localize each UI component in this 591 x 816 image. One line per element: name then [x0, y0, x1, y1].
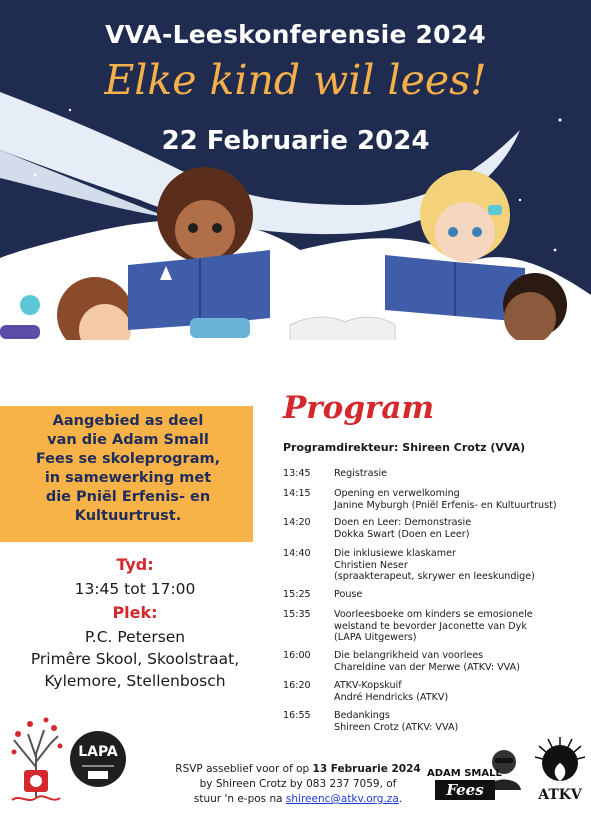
- item-time: 14:20: [283, 517, 311, 528]
- tree-logo-icon: [8, 712, 64, 806]
- item-time: 16:55: [283, 710, 311, 721]
- atkv-text: ATKV: [538, 787, 582, 803]
- fees-text: Fees: [435, 780, 495, 800]
- intro-text: [8, 412, 248, 526]
- rsvp-email-suffix: .: [398, 793, 403, 805]
- time-value: 13:45 tot 17:00: [74, 580, 196, 598]
- intro-line: Fees se skoleprogram,: [35, 451, 221, 467]
- item-line: Pouse: [334, 589, 363, 600]
- rsvp-deadline: 13 Februarie 2024: [312, 763, 421, 775]
- item-time: 13:45: [283, 468, 311, 479]
- rsvp-contact: by Shireen Crotz by 083 237 7059, of: [199, 778, 397, 790]
- atkv-logo: [534, 737, 586, 807]
- place-line: Kylemore, Stellenbosch: [44, 672, 226, 690]
- program-title: Program: [283, 390, 435, 426]
- program-director: Programdirekteur: Shireen Crotz (VVA): [283, 441, 526, 454]
- place-line: P.C. Petersen: [84, 628, 186, 646]
- item-line: Die belangrikheid van voorlees: [334, 650, 484, 661]
- adam-small-text: ADAM SMALL: [427, 768, 502, 779]
- intro-line: Kultuurtrust.: [74, 508, 182, 524]
- item-time: 15:25: [283, 589, 311, 600]
- item-line: (spraakterapeut, skrywer en leeskundige): [334, 571, 535, 582]
- rsvp-info: [140, 762, 456, 807]
- conference-title: VVA-Leeskonferensie 2024: [105, 20, 486, 49]
- rsvp-email-prefix: stuur 'n e-pos na: [193, 793, 286, 805]
- item-line: Janine Myburgh (Pniël Erfenis- en Kultuurtrust): [334, 499, 557, 511]
- item-line: Shireen Crotz (ATKV: VVA): [334, 721, 459, 733]
- intro-line: die Pniël Erfenis- en: [45, 489, 211, 505]
- tagline: Elke kind wil lees!: [104, 56, 487, 104]
- hero-illustration: [0, 0, 591, 340]
- event-date: 22 Februarie 2024: [161, 126, 430, 156]
- item-line: Chareldine van der Merwe (ATKV: VVA): [334, 661, 520, 673]
- place-label: Plek:: [112, 603, 158, 622]
- item-line: welstand te bevorder Jaconette van Dyk: [334, 620, 527, 632]
- intro-line: Aangebied as deel: [52, 413, 204, 429]
- item-line: Voorleesboeke om kinders se emosionele: [334, 609, 533, 620]
- item-line: ATKV-Kopskuif: [334, 680, 402, 691]
- rsvp-prefix: RSVP asseblief voor of op: [175, 763, 313, 775]
- place-line: Primêre Skool, Skoolstraat,: [30, 650, 240, 668]
- atkv-sunburst-icon: [534, 737, 586, 783]
- rsvp-email-link[interactable]: shireenc@atkv.org.za: [285, 793, 399, 805]
- intro-line: van die Adam Small: [47, 432, 209, 448]
- item-line: Doen en Leer: Demonstrasie: [334, 517, 472, 528]
- intro-line: in samewerking met: [44, 470, 212, 486]
- item-line: Opening en verwelkoming: [334, 488, 460, 499]
- item-time: 14:40: [283, 548, 311, 559]
- item-line: Bedankings: [334, 710, 390, 721]
- item-line: Die inklusiewe klaskamer: [334, 548, 456, 559]
- item-time: 14:15: [283, 488, 311, 499]
- time-label: Tyd:: [116, 555, 154, 574]
- adam-small-fees-logo: [427, 748, 523, 806]
- lapa-logo-text: LAPA: [78, 744, 118, 760]
- item-line: André Hendricks (ATKV): [334, 691, 449, 703]
- item-time: 16:20: [283, 680, 311, 691]
- item-line: Registrasie: [334, 468, 388, 479]
- item-line: (LAPA Uitgewers): [334, 632, 417, 643]
- item-time: 15:35: [283, 609, 311, 620]
- item-line: Dokka Swart (Doen en Leer): [334, 528, 470, 540]
- open-book-icon: [290, 317, 395, 340]
- item-line: Christien Neser: [334, 559, 408, 571]
- lapa-logo: [70, 731, 126, 787]
- girl-lying-icon: [0, 277, 133, 340]
- item-time: 16:00: [283, 650, 311, 661]
